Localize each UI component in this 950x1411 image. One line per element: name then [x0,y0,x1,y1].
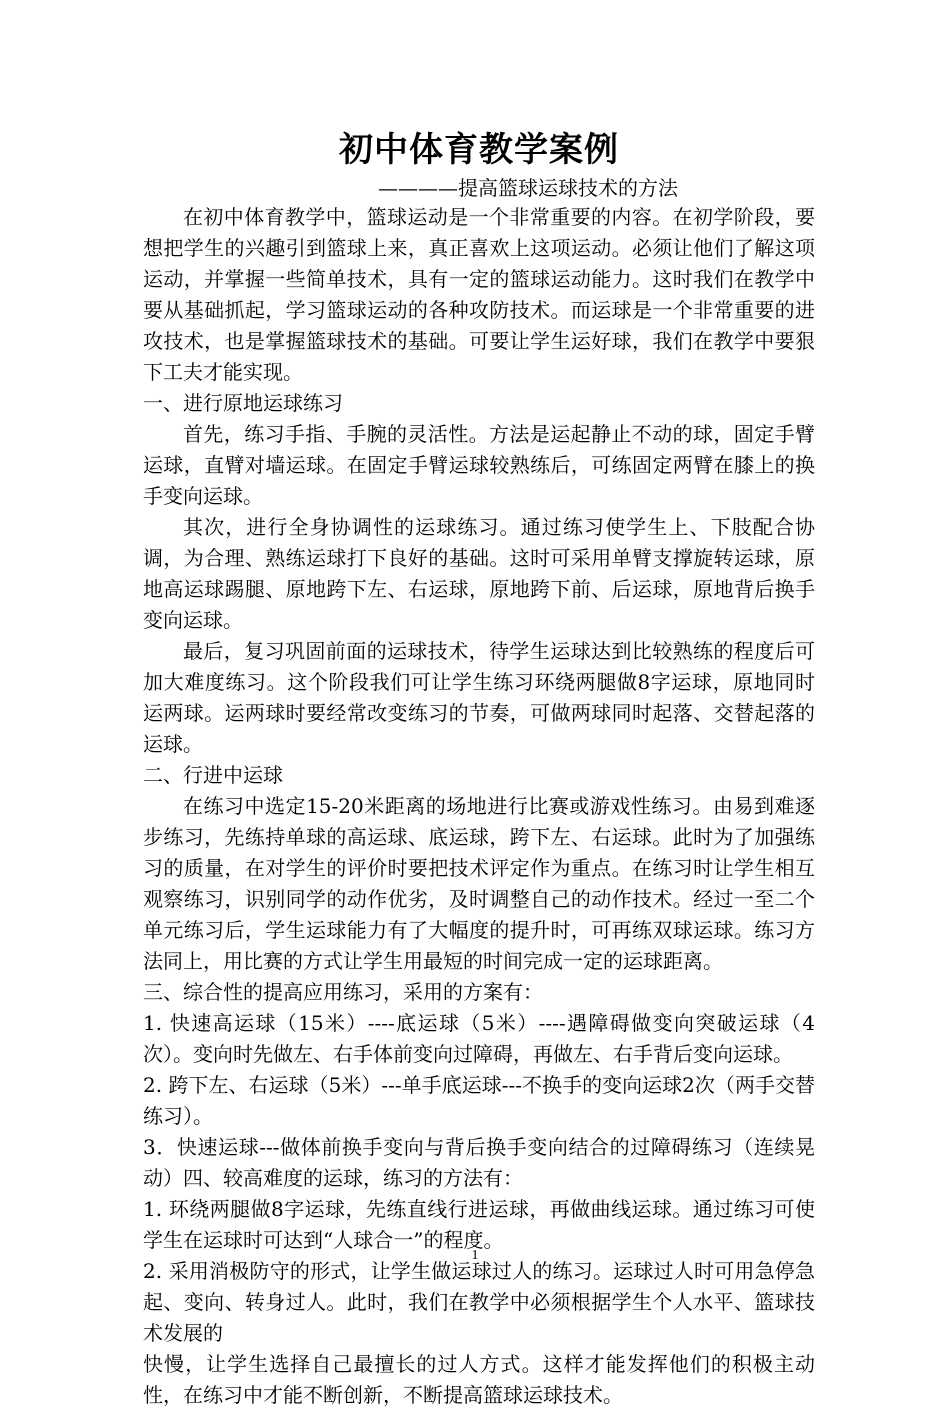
paragraph: 首先，练习手指、手腕的灵活性。方法是运起静止不动的球，固定手臂运球，直臂对墙运球。在固定手臂运球较熟练后，可练固定两臂在膝上的换手变向运球。 [143,422,815,508]
paragraph: 2. 采用消极防守的形式，让学生做运球过人的练习。运球过人时可用急停急起、变向、转身过人。此时，我们在教学中必须根据学生个人水平、篮球技术发展的 [143,1259,815,1345]
paragraph: 快慢，让学生选择自己最擅长的过人方式。这样才能发挥他们的积极主动性，在练习中才能不断创新，不断提高篮球运球技术。 [143,1352,815,1407]
paragraph: 其次，进行全身协调性的运球练习。通过练习使学生上、下肢配合协调，为合理、熟练运球打下良好的基础。这时可采用单臂支撑旋转运球，原地高运球踢腿、原地跨下左、右运球，原地跨下前、后运球，原地背后换手变向运球。 [143,515,815,632]
paragraph: 一、进行原地运球练习 [143,391,343,415]
paragraph: 最后，复习巩固前面的运球技术，待学生运球达到比较熟练的程度后可加大难度练习。这个阶段我们可让学生练习环绕两腿做8字运球，原地同时运两球。运两球时要经常改变练习的节奏，可做两球同时起落、交替起落的运球。 [143,639,815,756]
paragraph: 三、综合性的提高应用练习，采用的方案有： [143,980,543,1004]
page-number: 1 [471,1248,479,1263]
paragraph: 1. 快速高运球（15米）----底运球（5米）----遇障碍做变向突破运球（4次）。变向时先做左、右手体前变向过障碍，再做左、右手背后变向运球。 [143,1011,815,1066]
paragraph: 在练习中选定15-20米距离的场地进行比赛或游戏性练习。由易到难逐步练习，先练持单球的高运球、底运球，跨下左、右运球。此时为了加强练习的质量，在对学生的评价时要把技术评定作为重点。在练习时让学生相互观察练习，识别同学的动作优劣，及时调整自己的动作技术。经过一至二个单元练习后，学生运球能力有了大幅度的提升时，可再练双球运球。练习方法同上，用比赛的方式让学生用最短的时间完成一定的运球距离。 [143,794,815,973]
document-body [143,202,815,1411]
paragraph: 3．快速运球---做体前换手变向与背后换手变向结合的过障碍练习（连续晃动）四、较高难度的运球，练习的方法有： [143,1135,815,1190]
paragraph: 1. 环绕两腿做8字运球，先练直线行进运球，再做曲线运球。通过练习可使学生在运球时可达到“人球合一”的程度。 [143,1197,815,1252]
paragraph: 在初中体育教学中，篮球运动是一个非常重要的内容。在初学阶段，要想把学生的兴趣引到篮球上来，真正喜欢上这项运动。必须让他们了解这项运动，并掌握一些简单技术，具有一定的篮球运动能力。这时我们在教学中要从基础抓起，学习篮球运动的各种攻防技术。而运球是一个非常重要的进攻技术，也是掌握篮球技术的基础。可要让学生运好球，我们在教学中要狠下工夫才能实现。 [143,205,815,384]
paragraph: 二、行进中运球 [143,763,283,787]
document-page [143,126,815,1411]
paragraph: 2. 跨下左、右运球（5米）---单手底运球---不换手的变向运球2次（两手交替练习）。 [143,1073,815,1128]
document-title: 初中体育教学案例 [339,130,619,170]
document-subtitle: ————提高篮球运球技术的方法 [378,176,678,200]
